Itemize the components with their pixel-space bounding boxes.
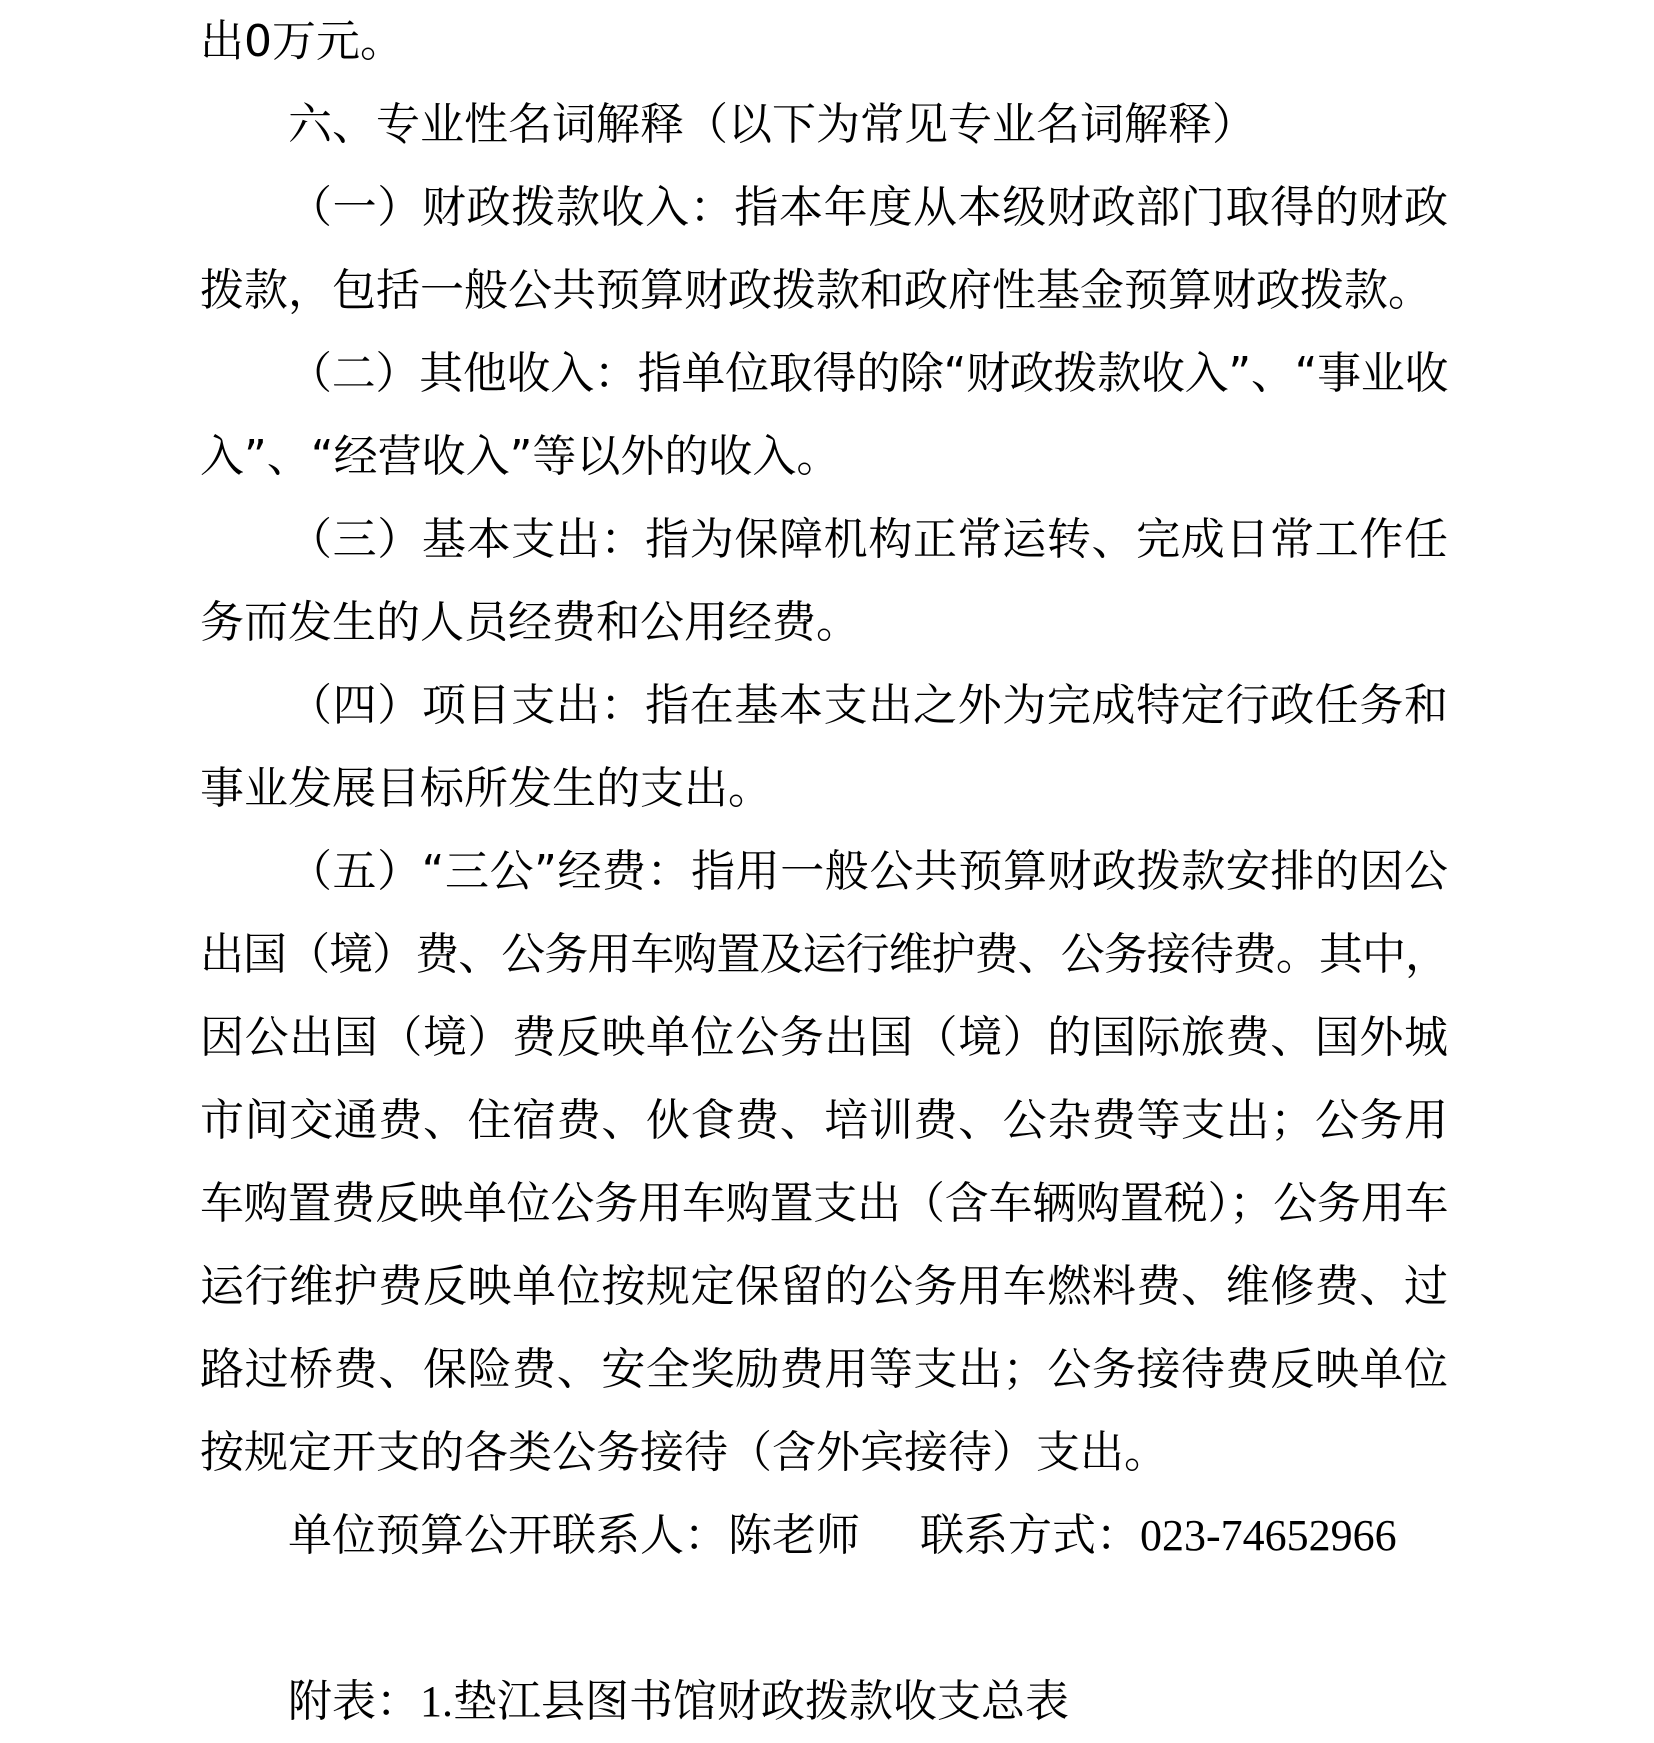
attachment-label: 附表： (288, 1676, 420, 1727)
contact-phone: 023-74652966 (1140, 1511, 1397, 1560)
text-line: 运行维护费反映单位按规定保留的公务用车燃料费、维修费、过 (200, 1261, 1448, 1312)
text-line: 按规定开支的各类公务接待（含外宾接待）支出。 (200, 1427, 1168, 1478)
text-line: （四）项目支出：指在基本支出之外为完成特定行政任务和 (288, 680, 1448, 731)
text-line: （一）财政拨款收入：指本年度从本级财政部门取得的财政 (288, 182, 1448, 233)
text-line: （三）基本支出：指为保障机构正常运转、完成日常工作任 (288, 514, 1448, 565)
text-line: （二）其他收入：指单位取得的除“财政拨款收入”、“事业收 (288, 348, 1448, 399)
text-line: 事业发展目标所发生的支出。 (200, 763, 772, 814)
text-line: 出0万元。 (200, 16, 404, 67)
text-line: 车购置费反映单位公务用车购置支出（含车辆购置税）；公务用车 (200, 1178, 1448, 1229)
blank-line (200, 1577, 1448, 1660)
text-line: 务而发生的人员经费和公用经费。 (200, 597, 860, 648)
attachment-number: 1. (420, 1677, 453, 1726)
contact-person: 单位预算公开联系人：陈老师 (288, 1510, 860, 1561)
text-line: （五）“三公”经费：指用一般公共预算财政拨款安排的因公 (288, 846, 1448, 897)
section-heading: 六、专业性名词解释（以下为常见专业名词解释） (288, 99, 1256, 150)
attachment-title: 垫江县图书馆财政拨款收支总表 (453, 1676, 1069, 1727)
document-page (200, 0, 1448, 1743)
text-line: 出国（境）费、公务用车购置及运行维护费、公务接待费。其中， (200, 929, 1448, 980)
text-line: 路过桥费、保险费、安全奖励费用等支出；公务接待费反映单位 (200, 1344, 1448, 1395)
text-line: 因公出国（境）费反映单位公务出国（境）的国际旅费、国外城 (200, 1012, 1448, 1063)
contact-phone-label: 联系方式： (920, 1510, 1140, 1561)
contact-line (200, 1494, 1448, 1577)
text-line: 入”、“经营收入”等以外的收入。 (200, 431, 841, 482)
text-line: 拨款，包括一般公共预算财政拨款和政府性基金预算财政拨款。 (200, 265, 1432, 316)
text-line: 市间交通费、住宿费、伙食费、培训费、公杂费等支出；公务用 (200, 1095, 1448, 1146)
